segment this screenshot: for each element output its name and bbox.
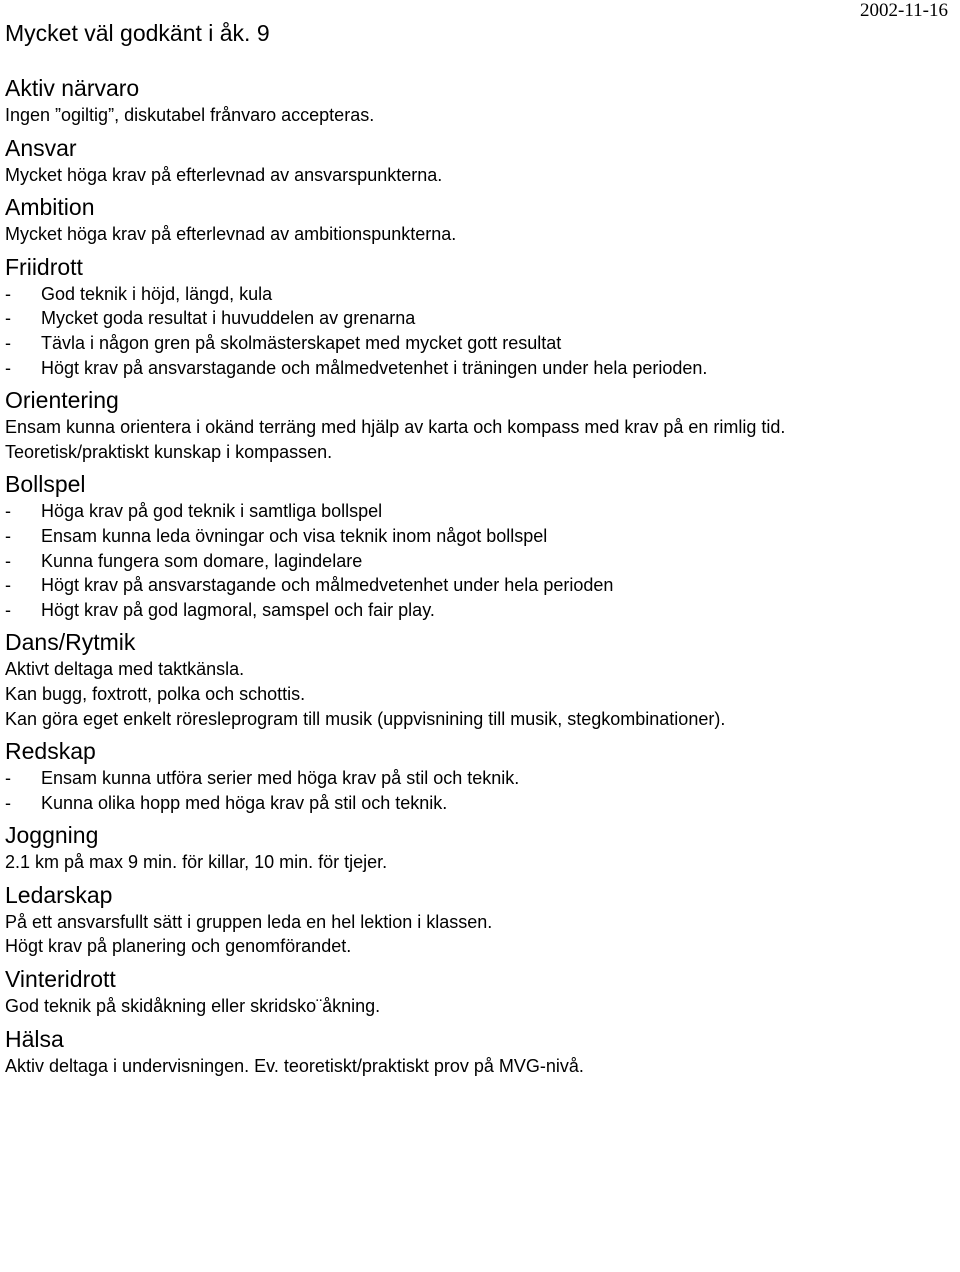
- text-line: Kan bugg, foxtrott, polka och schottis.: [5, 683, 306, 704]
- bullet-text: Ensam kunna utföra serier med höga krav på stil och teknik.: [41, 768, 520, 789]
- section-ansvar: [5, 133, 955, 188]
- section-heading: Dans/Rytmik: [5, 629, 136, 656]
- text-line: Mycket höga krav på efterlevnad av ansvarspunkterna.: [5, 164, 443, 185]
- text-line: Ingen ”ogiltig”, diskutabel frånvaro accepteras.: [5, 105, 375, 125]
- section-heading: Ledarskap: [5, 881, 113, 908]
- dash-marker: -: [5, 308, 11, 329]
- bullet-text: Ensam kunna leda övningar och visa teknik inom något bollspel: [41, 525, 548, 546]
- dash-marker: -: [5, 599, 11, 620]
- section-heading: Ambition: [5, 194, 95, 221]
- document-body: [5, 73, 955, 1083]
- bullet-text: Högt krav på ansvarstagande och målmedvetenhet under hela perioden: [41, 575, 614, 596]
- bullet-item: [5, 766, 955, 791]
- section-ledarskap: [5, 880, 955, 959]
- section-redskap: [5, 736, 955, 815]
- bullet-text: Högt krav på god lagmoral, samspel och fair play.: [41, 599, 435, 620]
- bullet-text: Kunna fungera som domare, lagindelare: [41, 550, 363, 571]
- bullet-item: [5, 524, 955, 549]
- text-line: Aktivt deltaga med taktkänsla.: [5, 659, 245, 680]
- bullet-item: [5, 282, 955, 307]
- text-line: 2.1 km på max 9 min. för killar, 10 min. för tjejer.: [5, 852, 388, 873]
- dash-marker: -: [5, 575, 11, 596]
- dash-marker: -: [5, 768, 11, 789]
- section-heading: Joggning: [5, 822, 99, 849]
- section-heading: Hälsa: [5, 1025, 64, 1052]
- bullet-item: [5, 791, 955, 816]
- bullet-item: [5, 549, 955, 574]
- section-vinteridrott: [5, 964, 955, 1019]
- section-heading: Friidrott: [5, 253, 83, 280]
- bullet-item: [5, 306, 955, 331]
- text-line: Mycket höga krav på efterlevnad av ambitionspunkterna.: [5, 224, 457, 245]
- text-line: Ensam kunna orientera i okänd terräng med hjälp av karta och kompass med krav på en rimlig tid.: [5, 417, 786, 438]
- bullet-item: [5, 356, 955, 381]
- dash-marker: -: [5, 792, 11, 813]
- bullet-text: Högt krav på ansvarstagande och målmedvetenhet i träningen under hela perioden.: [41, 357, 708, 378]
- bullet-item: [5, 598, 955, 623]
- section-dans-rytmik: [5, 627, 955, 731]
- section-joggning: [5, 820, 955, 875]
- dash-marker: -: [5, 525, 11, 546]
- bullet-text: Mycket goda resultat i huvuddelen av grenarna: [41, 308, 416, 329]
- text-line: Högt krav på planering och genomförandet.: [5, 936, 352, 957]
- section-heading: Orientering: [5, 387, 119, 414]
- dash-marker: -: [5, 550, 11, 571]
- bullet-item: [5, 573, 955, 598]
- document-date: 2002-11-16: [860, 0, 948, 21]
- text-line: Kan göra eget enkelt röresleprogram till musik (uppvisnining till musik, stegkombinationer).: [5, 708, 726, 729]
- section-orientering: [5, 385, 955, 464]
- section-hälsa: [5, 1024, 955, 1079]
- document-title: Mycket väl godkänt i åk. 9: [5, 20, 270, 46]
- bullet-item: [5, 331, 955, 356]
- text-line: Aktiv deltaga i undervisningen. Ev. teoretiskt/praktiskt prov på MVG-nivå.: [5, 1055, 584, 1076]
- section-heading: Aktiv närvaro: [5, 75, 140, 101]
- text-line: På ett ansvarsfullt sätt i gruppen leda en hel lektion i klassen.: [5, 911, 493, 932]
- bullet-text: Kunna olika hopp med höga krav på stil och teknik.: [41, 792, 448, 813]
- dash-marker: -: [5, 283, 11, 304]
- text-line: Teoretisk/praktiskt kunskap i kompassen.: [5, 441, 333, 462]
- section-heading: Redskap: [5, 738, 96, 765]
- section-heading: Ansvar: [5, 134, 77, 161]
- dash-marker: -: [5, 357, 11, 378]
- bullet-text: Höga krav på god teknik i samtliga bollspel: [41, 501, 383, 522]
- section-heading: Vinteridrott: [5, 966, 116, 993]
- section-bollspel: [5, 469, 955, 622]
- dash-marker: -: [5, 501, 11, 522]
- section-aktiv-närvaro: [5, 73, 955, 128]
- bullet-text: God teknik i höjd, längd, kula: [41, 283, 273, 304]
- section-heading: Bollspel: [5, 471, 86, 498]
- text-line: God teknik på skidåkning eller skridsko¨åkning.: [5, 996, 381, 1017]
- section-friidrott: [5, 252, 955, 380]
- bullet-text: Tävla i någon gren på skolmästerskapet med mycket gott resultat: [41, 332, 562, 353]
- dash-marker: -: [5, 332, 11, 353]
- section-ambition: [5, 192, 955, 247]
- bullet-item: [5, 499, 955, 524]
